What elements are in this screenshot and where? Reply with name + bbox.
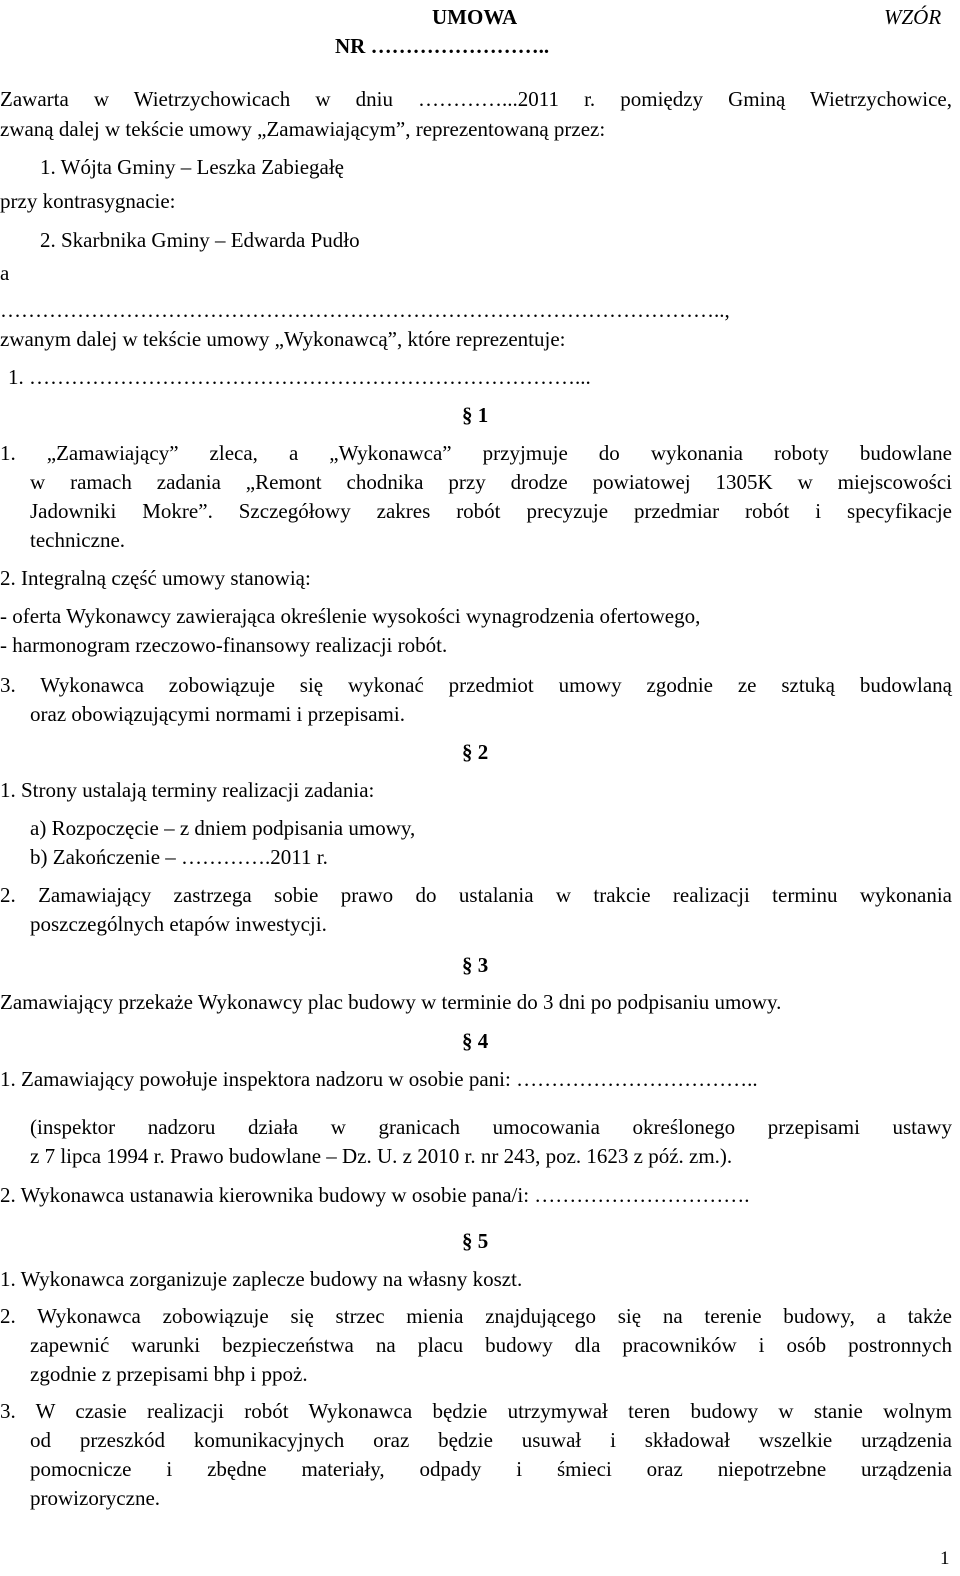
s5-p1: 1. Wykonawca zorganizuje zaplecze budowy na własny koszt. <box>0 1267 523 1291</box>
s1-bullet-2: - harmonogram rzeczowo-finansowy realizacji robót. <box>0 633 448 657</box>
section-3-heading: § 3 <box>462 953 489 977</box>
s1-p3-line1: 3. Wykonawca zobowiązuje się wykonać przedmiot umowy zgodnie ze sztuką budowlaną <box>0 673 952 697</box>
document-title: UMOWA <box>432 5 518 29</box>
contractor-blank: ………………………………………………………………………………………….., <box>0 298 730 322</box>
countersign-label: przy kontrasygnacie: <box>0 189 176 213</box>
s4-note-line1: (inspektor nadzoru działa w granicach umocowania określonego przepisami ustawy <box>30 1115 952 1139</box>
section-1-heading: § 1 <box>462 403 489 427</box>
s5-p2-line2: zapewnić warunki bezpieczeństwa na placu budowy dla pracowników i osób postronnych <box>30 1333 952 1357</box>
s4-note-line2: z 7 lipca 1994 r. Prawo budowlane – Dz. U. z 2010 r. nr 243, poz. 1623 z póź. zm.). <box>30 1144 733 1168</box>
s2-p1: 1. Strony ustalają terminy realizacji zadania: <box>0 778 375 802</box>
s5-p3-line2: od przeszkód komunikacyjnych oraz będzie usuwał i składował wszelkie urządzenia <box>30 1428 952 1452</box>
contractor-line: zwanym dalej w tekście umowy „Wykonawcą”, które reprezentuje: <box>0 327 566 351</box>
s1-p1-line4: techniczne. <box>30 528 126 552</box>
section-5-heading: § 5 <box>462 1229 489 1253</box>
section-4-heading: § 4 <box>462 1029 489 1053</box>
s5-p2-line3: zgodnie z przepisami bhp i ppoż. <box>30 1362 308 1386</box>
s2-item-a: a) Rozpoczęcie – z dniem podpisania umowy, <box>30 816 416 840</box>
s5-p3-line4: prowizoryczne. <box>30 1486 161 1510</box>
s4-p2: 2. Wykonawca ustanawia kierownika budowy w osobie pana/i: …………………………. <box>0 1183 750 1207</box>
s4-p1: 1. Zamawiający powołuje inspektora nadzoru w osobie pani: …………………………….. <box>0 1067 758 1091</box>
s1-p2: 2. Integralną część umowy stanowią: <box>0 566 311 590</box>
section-2-heading: § 2 <box>462 740 489 764</box>
s1-bullet-1: - oferta Wykonawcy zawierająca określenie wysokości wynagrodzenia ofertowego, <box>0 604 701 628</box>
s1-p1-line1: 1. „Zamawiający” zleca, a „Wykonawca” przyjmuje do wykonania roboty budowlane <box>0 441 952 465</box>
s1-p1-line3: Jadowniki Mokre”. Szczegółowy zakres robót precyzuje przedmiar robót i specyfikacje <box>30 499 952 523</box>
contract-number: NR …………………….. <box>335 34 550 58</box>
s5-p3-line3: pomocnicze i zbędne materiały, odpady i śmieci oraz niepotrzebne urządzenia <box>30 1457 952 1481</box>
s5-p2-line1: 2. Wykonawca zobowiązuje się strzec mienia znajdującego się na terenie budowy, a także <box>0 1304 952 1328</box>
page-number: 1 <box>940 1548 950 1569</box>
s1-p1-line2: w ramach zadania „Remont chodnika przy drodze powiatowej 1305K w miejscowości <box>30 470 952 494</box>
intro-line-2: zwaną dalej w tekście umowy „Zamawiającym”, reprezentowaną przez: <box>0 117 606 141</box>
representative-1: 1. Wójta Gminy – Leszka Zabiegałę <box>40 155 345 179</box>
s2-p2-line2: poszczególnych etapów inwestycji. <box>30 912 327 936</box>
s2-item-b: b) Zakończenie – ………….2011 r. <box>30 845 328 869</box>
representative-2: 2. Skarbnika Gminy – Edwarda Pudło <box>40 228 360 252</box>
s2-p2-line1: 2. Zamawiający zastrzega sobie prawo do ustalania w trakcie realizacji terminu wykonania <box>0 883 952 907</box>
contractor-representative: 1. ……………………………………………………………………... <box>8 365 591 389</box>
s3-p1: Zamawiający przekaże Wykonawcy plac budowy w terminie do 3 dni po podpisaniu umowy. <box>0 990 782 1014</box>
template-tag: WZÓR <box>884 5 942 29</box>
and-label: a <box>0 261 10 285</box>
intro-line-1: Zawarta w Wietrzychowicach w dniu …………...2011 r. pomiędzy Gminą Wietrzychowice, <box>0 87 952 111</box>
s5-p3-line1: 3. W czasie realizacji robót Wykonawca będzie utrzymywał teren budowy w stanie wolnym <box>0 1399 952 1423</box>
s1-p3-line2: oraz obowiązującymi normami i przepisami. <box>30 702 405 726</box>
